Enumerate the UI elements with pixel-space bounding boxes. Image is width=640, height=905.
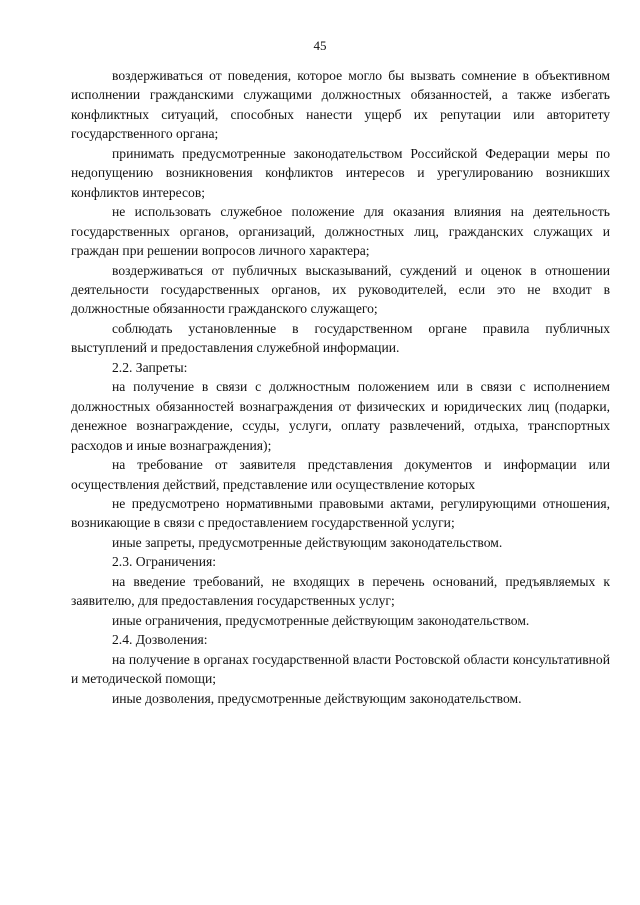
- paragraph: иные запреты, предусмотренные действующим законодательством.: [112, 534, 503, 550]
- paragraph: иные дозволения, предусмотренные действующим законодательством.: [112, 690, 522, 706]
- paragraph: воздерживаться от поведения, которое могло бы вызвать сомнение в объективном исполнении гражданскими служащими должностных обязанностей, а также избегать конфликтных ситуаций, способных нанести ущерб их репутации или авторитету государственного органа;: [71, 68, 610, 142]
- paragraph: принимать предусмотренные законодательством Российской Федерации меры по недопущению возникновения конфликтов интересов и урегулированию возникших конфликтов интересов;: [71, 145, 610, 200]
- section-heading: 2.3. Ограничения:: [112, 554, 217, 570]
- paragraph: на получение в связи с должностным положением или в связи с исполнением должностных обязанностей вознаграждения от физических и юридических лиц (подарки, денежное вознаграждение, ссуды, услуги, оплату развлечений, отдыха, транспортных расходов и иные вознаграждения);: [71, 379, 610, 453]
- page-number: 45: [313, 38, 327, 53]
- paragraph: не использовать служебное положение для оказания влияния на деятельность государственных органов, организаций, должностных лиц, гражданских служащих и граждан при решении вопросов личного характера;: [71, 204, 610, 259]
- paragraph: воздерживаться от публичных высказываний, суждений и оценок в отношении деятельности государственных органов, их руководителей, если это не входит в должностные обязанности гражданского служащего;: [71, 262, 610, 317]
- body-text: [71, 66, 610, 708]
- paragraph: соблюдать установленные в государственном органе правила публичных выступлений и предоставления служебной информации.: [71, 320, 610, 356]
- paragraph: не предусмотрено нормативными правовыми актами, регулирующими отношения, возникающие в связи с предоставлением государственной услуги;: [71, 495, 610, 531]
- paragraph: на получение в органах государственной власти Ростовской области консультативной и методической помощи;: [71, 651, 610, 687]
- paragraph: на введение требований, не входящих в перечень оснований, предъявляемых к заявителю, для предоставления государственных услуг;: [71, 573, 610, 609]
- paragraph: иные ограничения, предусмотренные действующим законодательством.: [112, 612, 530, 628]
- paragraph: на требование от заявителя представления документов и информации или осуществления действий, представление или осуществление которых: [71, 457, 610, 492]
- section-heading: 2.2. Запреты:: [112, 359, 188, 375]
- section-heading: 2.4. Дозволения:: [112, 632, 208, 648]
